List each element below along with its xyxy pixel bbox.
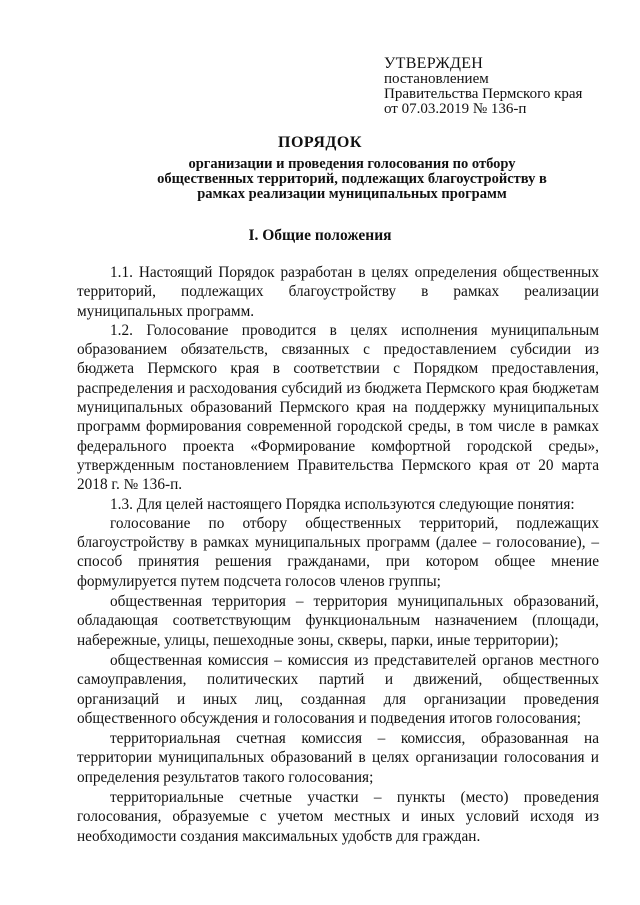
approval-line: Правительства Пермского края xyxy=(384,86,583,102)
paragraph: 1.2. Голосование проводится в целях исполнения муниципальным образованием обязательств, связанных с предоставлением субсидии из бюджета Пермского края в соответствии с Порядком предоставления, распределения и расходования субсидий из бюджета Пермского края бюджетам муниципальных образований Пермского края на поддержку муниципальных программ формирования современной городской среды, в том числе в рамках федерального проекта «Формирование комфортной городской среды», утвержденным постановлением Правительства Пермского края от 20 марта 2018 г. № 136-п. xyxy=(77,321,599,494)
approval-line: постановлением xyxy=(384,71,489,87)
paragraph: голосование по отбору общественных территорий, подлежащих благоустройству в рамках муниципальных программ (далее – голосование), – способ принятия решения гражданами, при котором общее мнение формулируется путем подсчета голосов членов группы; xyxy=(77,514,599,590)
approval-heading: УТВЕРЖДЕН xyxy=(384,55,484,72)
paragraph: 1.3. Для целей настоящего Порядка используются следующие понятия: xyxy=(110,495,575,513)
approval-stamp xyxy=(384,56,624,117)
section-heading: I. Общие положения xyxy=(248,227,392,244)
paragraph: территориальные счетные участки – пункты (место) проведения голосования, образуемые с учетом местных и иных условий исходя из необходимости создания максимальных удобств для граждан. xyxy=(77,789,599,845)
paragraph: 1.1. Настоящий Порядок разработан в целях определения общественных территорий, подлежащих благоустройству в рамках реализации муниципальных программ. xyxy=(77,264,599,320)
paragraph: общественная территория – территория муниципальных образований, обладающая соответствующим функциональным назначением (площади, набережные, улицы, пешеходные зоны, скверы, парки, иные территории); xyxy=(77,593,599,649)
approval-date: от 07.03.2019 № 136-п xyxy=(384,101,527,117)
document-subtitle: организации и проведения голосования по отбору общественных территорий, подлежащих благоустройству в рамках реализации муниципальных программ xyxy=(157,156,547,202)
paragraph: территориальная счетная комиссия – комиссия, образованная на территории муниципальных образований в целях организации голосования и определения результатов такого голосования; xyxy=(77,730,599,786)
document-body xyxy=(77,263,599,846)
paragraph: общественная комиссия – комиссия из представителей органов местного самоуправления, политических партий и движений, общественных организаций и иных лиц, созданная для организации проведения общественного обсуждения и голосования и подведения итогов голосования; xyxy=(77,651,599,727)
document-title: ПОРЯДОК xyxy=(278,134,362,151)
